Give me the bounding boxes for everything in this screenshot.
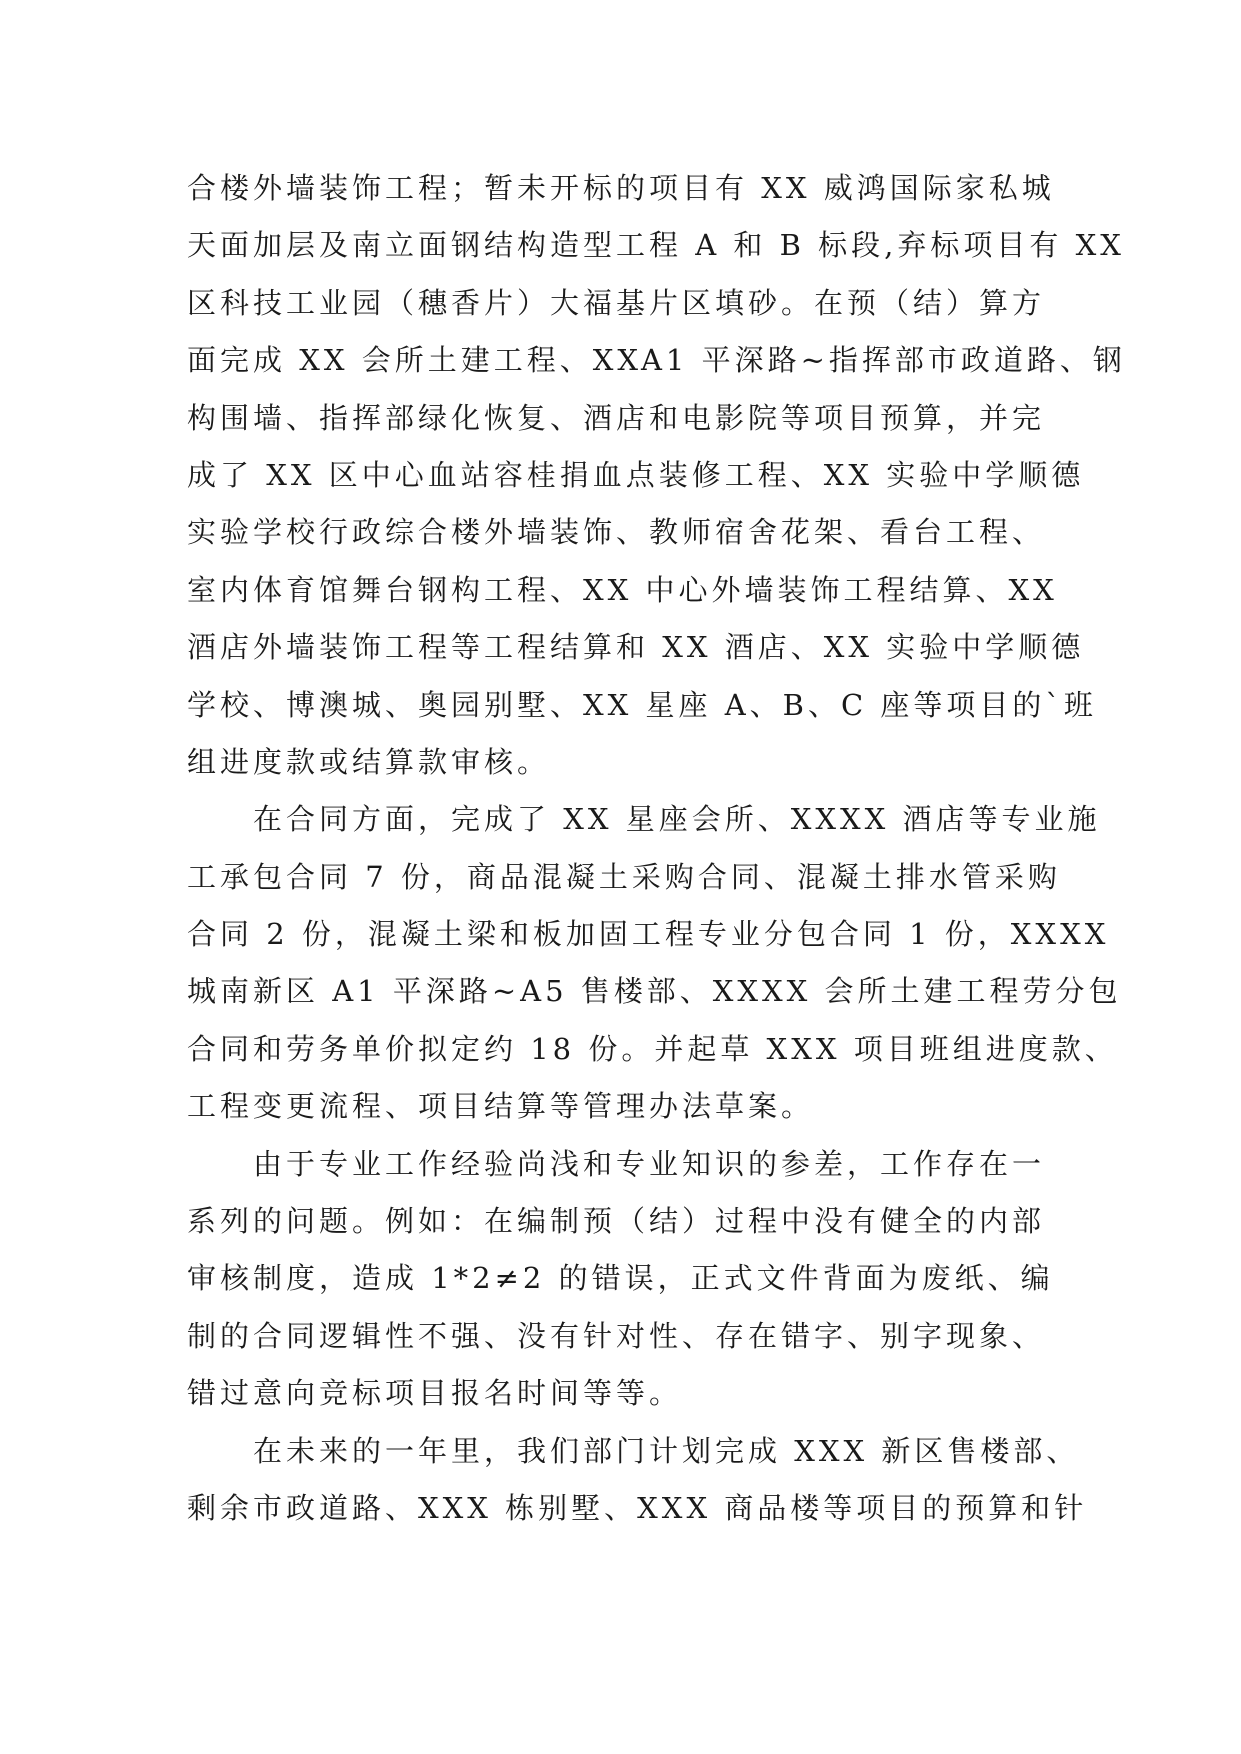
text-line: 系列的问题。例如：在编制预（结）过程中没有健全的内部: [187, 1204, 1046, 1239]
text-line: 学校、博澳城、奥园别墅、XX 星座 A、B、C 座等项目的`班: [187, 687, 1097, 722]
text-line: 合同和劳务单价拟定约 18 份。并起草 XXX 项目班组进度款、: [187, 1031, 1118, 1066]
paragraph-start-line: 在未来的一年里，我们部门计划完成 XXX 新区售楼部、: [253, 1433, 1080, 1468]
text-line: 制的合同逻辑性不强、没有针对性、存在错字、别字现象、: [187, 1318, 1046, 1353]
text-line: 区科技工业园（穗香片）大福基片区填砂。在预（结）算方: [187, 285, 1046, 320]
paragraph-start-line: 由于专业工作经验尚浅和专业知识的参差，工作存在一: [253, 1146, 1046, 1181]
text-line: 实验学校行政综合楼外墙装饰、教师宿舍花架、看台工程、: [187, 515, 1046, 550]
text-line: 酒店外墙装饰工程等工程结算和 XX 酒店、XX 实验中学顺德: [187, 630, 1085, 665]
text-line: 审核制度，造成 1*2≠2 的错误，正式文件背面为废纸、编: [187, 1261, 1054, 1296]
text-line: 剩余市政道路、XXX 栋别墅、XXX 商品楼等项目的预算和针: [187, 1490, 1088, 1525]
text-line: 组进度款或结算款审核。: [187, 744, 551, 779]
text-line: 天面加层及南立面钢结构造型工程 A 和 B 标段,弃标项目有 XX: [187, 228, 1125, 263]
text-line: 合楼外墙装饰工程；暂未开标的项目有 XX 威鸿国际家私城: [187, 171, 1055, 205]
text-line: 合同 2 份，混凝土梁和板加固工程专业分包合同 1 份，XXXX: [187, 917, 1110, 952]
text-line: 成了 XX 区中心血站容桂捐血点装修工程、XX 实验中学顺德: [187, 457, 1085, 492]
text-line: 城南新区 A1 平深路~A5 售楼部、XXXX 会所土建工程劳分包: [187, 974, 1122, 1009]
text-line: 工承包合同 7 份，商品混凝土采购合同、混凝土排水管采购: [187, 859, 1061, 894]
text-line: 错过意向竞标项目报名时间等等。: [187, 1376, 683, 1411]
text-line: 工程变更流程、项目结算等管理办法草案。: [187, 1089, 815, 1124]
text-line: 面完成 XX 会所土建工程、XXA1 平深路~指挥部市政道路、钢: [187, 343, 1126, 378]
paragraph-start-line: 在合同方面，完成了 XX 星座会所、XXXX 酒店等专业施: [253, 802, 1101, 837]
text-line: 构围墙、指挥部绿化恢复、酒店和电影院等项目预算，并完: [187, 400, 1046, 435]
text-line: 室内体育馆舞台钢构工程、XX 中心外墙装饰工程结算、XX: [187, 572, 1058, 607]
document-body: [187, 160, 1126, 1537]
